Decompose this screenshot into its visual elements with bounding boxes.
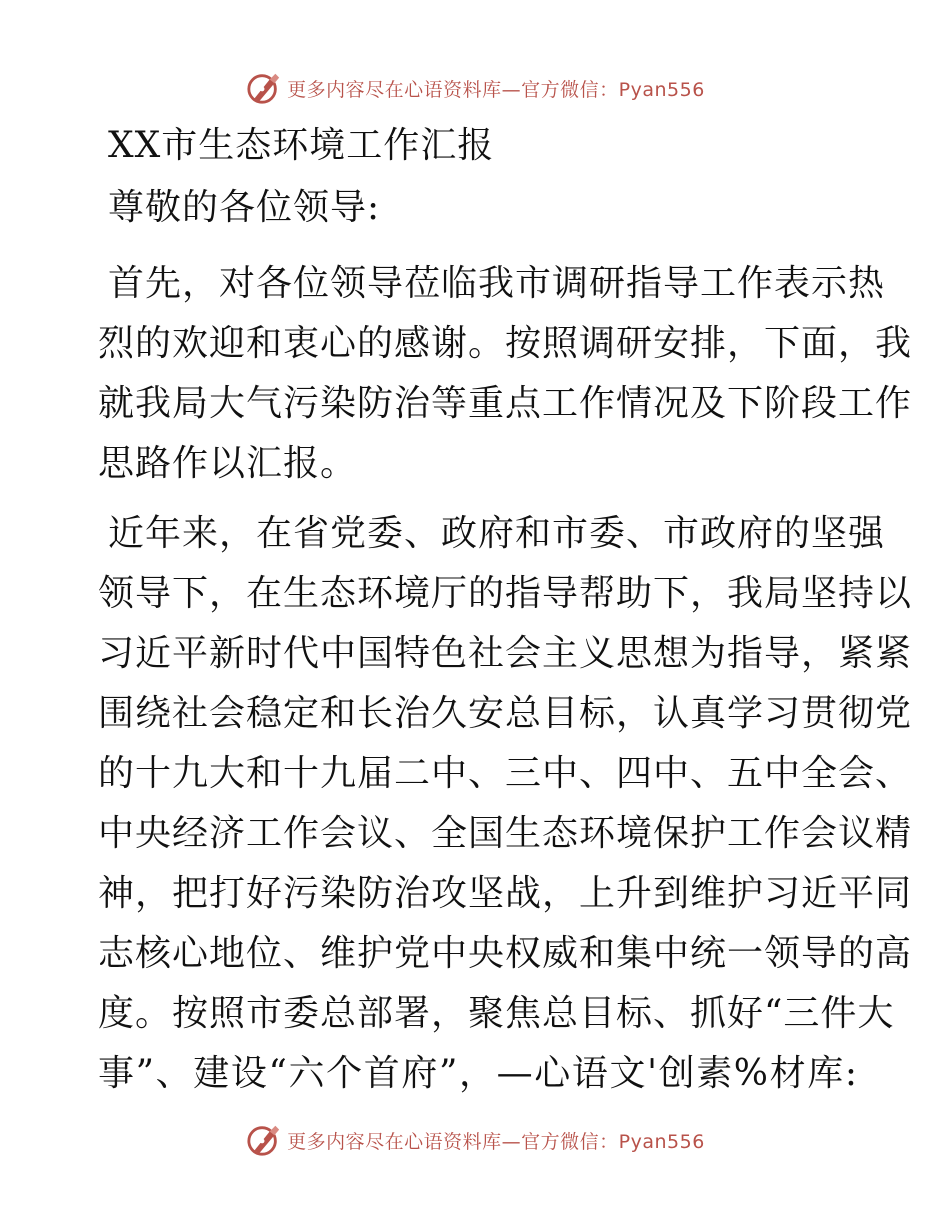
text-line: 神，把打好污染防治攻坚战，上升到维护习近平同 bbox=[98, 873, 913, 914]
pen-seal-logo-icon bbox=[245, 70, 283, 106]
text-line: 围绕社会稳定和长治久安总目标，认真学习贯彻党 bbox=[98, 693, 913, 734]
text-line: 首先，对各位领导莅临我市调研指导工作表示热 bbox=[108, 263, 886, 304]
watermark-text: 更多内容尽在心语资料库—官方微信：Pyan556 bbox=[287, 78, 705, 101]
text-line: 的十九大和十九届二中、三中、四中、五中全会、 bbox=[98, 753, 913, 794]
text-line: 近年来，在省党委、政府和市委、市政府的坚强 bbox=[108, 513, 886, 554]
text-line: 领导下，在生态环境厅的指导帮助下，我局坚持以 bbox=[98, 573, 913, 614]
text-line: 习近平新时代中国特色社会主义思想为指导，紧紧 bbox=[98, 633, 913, 674]
text-line: 中央经济工作会议、全国生态环境保护工作会议精 bbox=[98, 813, 913, 854]
watermark-banner-bottom bbox=[0, 1120, 950, 1160]
text-line: 思路作以汇报。 bbox=[98, 443, 358, 484]
text-line: 度。按照市委总部署，聚焦总目标、抓好“三件大 bbox=[98, 993, 895, 1034]
pen-seal-logo-icon bbox=[245, 1122, 283, 1158]
salutation: 尊敬的各位领导: bbox=[108, 187, 381, 228]
text-line: 烈的欢迎和衷心的感谢。按照调研安排，下面，我 bbox=[98, 323, 913, 364]
document-body bbox=[98, 118, 913, 1104]
paragraph-intro bbox=[98, 254, 913, 494]
paragraph-background bbox=[98, 504, 913, 1104]
text-line: 就我局大气污染防治等重点工作情况及下阶段工作 bbox=[98, 383, 913, 424]
document-title: XX市生态环境工作汇报 bbox=[108, 125, 495, 166]
watermark-text: 更多内容尽在心语资料库—官方微信：Pyan556 bbox=[287, 1130, 705, 1153]
text-line: 志核心地位、维护党中央权威和集中统一领导的高 bbox=[98, 933, 913, 974]
watermark-banner-top bbox=[0, 68, 950, 108]
text-line: 事”、建设“六个首府”，—心语文'创素%材库: bbox=[98, 1053, 858, 1094]
